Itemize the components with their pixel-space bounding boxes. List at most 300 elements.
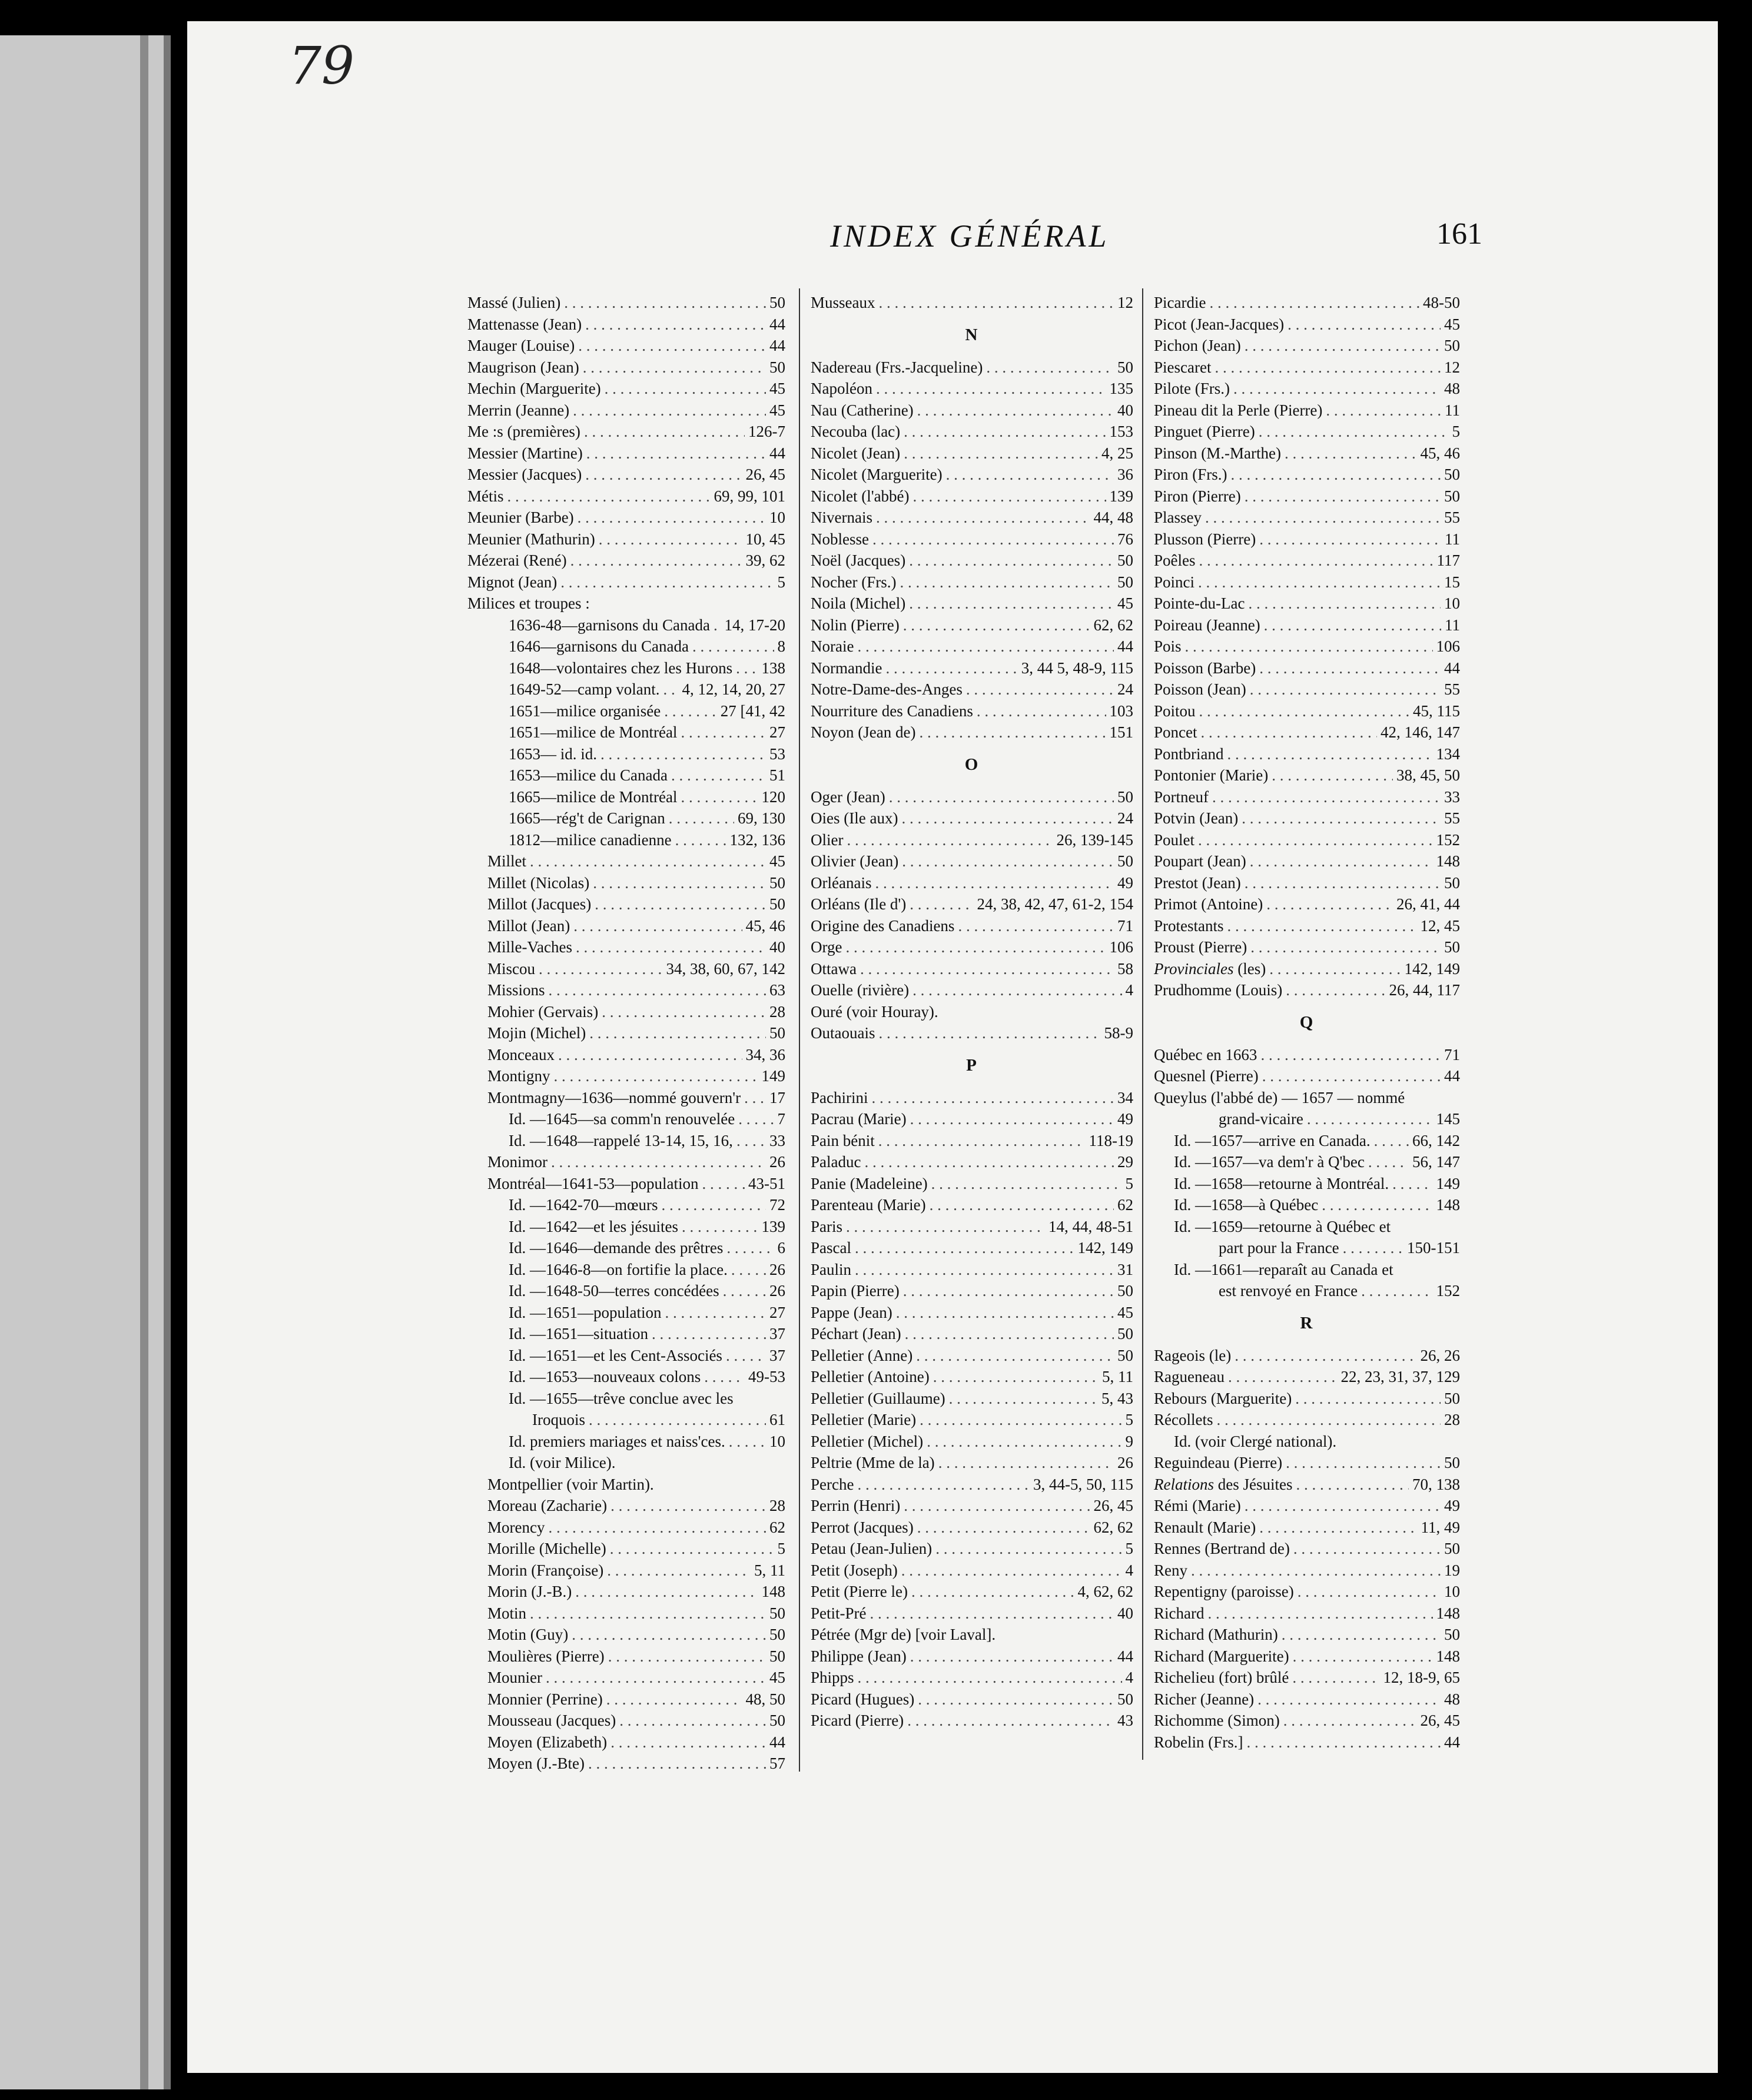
- leader-dots: [1215, 357, 1441, 378]
- entry-pages: 148: [761, 1583, 785, 1600]
- index-entry: [811, 1108, 1133, 1130]
- index-entry: [811, 700, 1133, 722]
- entry-pages: 49: [1117, 873, 1133, 892]
- entry-term: Pacrau (Marie): [811, 1110, 907, 1128]
- entry-term: Necouba (lac): [811, 423, 901, 440]
- leader-dots: [671, 765, 766, 786]
- entry-pages: 44: [769, 337, 785, 354]
- entry-pages: 24, 38, 42, 47, 61-2, 154: [977, 895, 1133, 913]
- leader-dots: [904, 1495, 1090, 1517]
- entry-term: Pois: [1154, 637, 1182, 655]
- index-entry: [467, 1646, 785, 1667]
- leader-dots: [876, 507, 1090, 529]
- entry-pages: 42, 146, 147: [1381, 723, 1460, 741]
- leader-dots: [1292, 1667, 1379, 1689]
- index-entry: [467, 1409, 785, 1431]
- entry-pages: 55: [1444, 509, 1460, 526]
- index-entry: [467, 1001, 785, 1023]
- entry-pages: 45: [769, 852, 785, 870]
- entry-pages: 44, 48: [1093, 509, 1133, 526]
- index-entry: [811, 1538, 1133, 1560]
- entry-term: Reguindeau (Pierre): [1154, 1454, 1283, 1471]
- entry-term: Pontonier (Marie): [1154, 766, 1269, 784]
- leader-dots: [878, 1130, 1086, 1152]
- entry-term: Mézerai (René): [467, 551, 567, 569]
- entry-term: Meunier (Mathurin): [467, 530, 595, 548]
- leader-dots: [692, 636, 774, 657]
- index-entry: [467, 571, 785, 593]
- leader-dots: [1191, 1560, 1441, 1581]
- entry-term: 1653—milice du Canada: [509, 766, 668, 784]
- leader-dots: [1286, 979, 1385, 1001]
- leader-dots: [1257, 1689, 1441, 1710]
- leader-dots: [901, 808, 1114, 829]
- entry-pages: 50: [769, 1604, 785, 1622]
- entry-term: Millet: [487, 852, 526, 870]
- entry-pages: 5: [1452, 423, 1460, 440]
- leader-dots: [860, 958, 1114, 980]
- entry-term: Richard (Marguerite): [1154, 1647, 1289, 1665]
- entry-term: Pascal: [811, 1239, 851, 1257]
- index-entry: [1154, 593, 1460, 614]
- leader-dots: [549, 979, 766, 1001]
- leader-dots: [554, 1065, 758, 1087]
- leader-dots: [1250, 679, 1441, 700]
- leader-dots: [610, 1495, 766, 1517]
- entry-term: Nicolet (Marguerite): [811, 466, 943, 483]
- entry-pages: 5: [1125, 1540, 1133, 1557]
- leader-dots: [1272, 765, 1393, 786]
- running-title: INDEX GÉNÉRAL: [830, 218, 1110, 254]
- index-entry: [467, 593, 785, 614]
- entry-term: Piescaret: [1154, 358, 1212, 376]
- entry-pages: 49: [1444, 1497, 1460, 1514]
- entry-pages: 45: [1117, 594, 1133, 612]
- leader-dots: [1227, 743, 1433, 765]
- entry-term: Prestot (Jean): [1154, 873, 1241, 892]
- index-entry: [467, 1474, 785, 1496]
- index-entry: [811, 1323, 1133, 1345]
- entry-pages: 45: [769, 401, 785, 419]
- entry-term: Primot (Antoine): [1154, 895, 1263, 913]
- entry-pages: 50: [1444, 873, 1460, 892]
- index-entry: [1154, 1710, 1460, 1732]
- entry-pages: 5: [777, 1540, 785, 1557]
- leader-dots: [619, 1710, 766, 1732]
- entry-pages: 142, 149: [1404, 959, 1460, 978]
- leader-dots: [558, 1044, 742, 1066]
- entry-pages: 4, 25: [1101, 444, 1133, 462]
- leader-dots: [608, 1646, 766, 1667]
- index-entry: [811, 357, 1133, 378]
- index-entry: [811, 292, 1133, 314]
- entry-pages: 50: [1117, 358, 1133, 376]
- entry-term: Petit-Pré: [811, 1604, 867, 1622]
- entry-pages: 149: [1436, 1174, 1460, 1192]
- leader-dots: [1293, 1646, 1433, 1667]
- leader-dots: [1227, 915, 1417, 937]
- entry-term: Id. —1657—arrive en Canada.: [1174, 1131, 1371, 1149]
- entry-pages: 148: [1436, 1647, 1460, 1665]
- entry-pages: 5: [1125, 1411, 1133, 1428]
- entry-term: Normandie: [811, 659, 882, 677]
- index-entry: [1154, 507, 1460, 529]
- leader-dots: [661, 1194, 766, 1216]
- index-entry: [1154, 1151, 1460, 1173]
- leader-dots: [879, 292, 1114, 314]
- leader-dots: [575, 1581, 758, 1603]
- index-entry: [1154, 357, 1460, 378]
- entry-pages: 50: [1117, 1325, 1133, 1343]
- leader-dots: [911, 1581, 1074, 1603]
- letter-heading: P: [966, 1055, 978, 1075]
- entry-term: 1665—rég't de Carignan: [509, 809, 665, 827]
- entry-term: Pontbriand: [1154, 745, 1224, 763]
- leader-dots: [977, 700, 1106, 722]
- entry-term: Picot (Jean-Jacques): [1154, 315, 1285, 333]
- index-entry: [1154, 1108, 1460, 1130]
- facing-page-edge: [0, 35, 171, 2089]
- entry-pages: 11: [1445, 530, 1460, 548]
- leader-dots: [551, 1151, 766, 1173]
- index-entry: [1154, 1517, 1460, 1539]
- entry-term: Oger (Jean): [811, 788, 885, 806]
- index-entry: [1154, 679, 1460, 700]
- entry-term: 1812—milice canadienne: [509, 830, 672, 849]
- entry-term: Ottawa: [811, 959, 857, 978]
- index-entry: [1154, 1087, 1460, 1109]
- leader-dots: [736, 657, 758, 679]
- index-entry: [467, 1302, 785, 1324]
- index-entry: [467, 1431, 785, 1453]
- entry-pages: 58-9: [1104, 1024, 1133, 1042]
- leader-dots: [723, 1280, 766, 1302]
- entry-pages: 26: [769, 1153, 785, 1171]
- entry-pages: 151: [1109, 723, 1133, 741]
- entry-term: Pinson (M.-Marthe): [1154, 444, 1281, 462]
- entry-pages: 50: [769, 358, 785, 376]
- index-entry: [467, 829, 785, 851]
- index-entry: [1154, 765, 1460, 786]
- leader-dots: [530, 1603, 766, 1624]
- entry-pages: 44: [1117, 1647, 1133, 1665]
- leader-dots: [927, 1431, 1121, 1453]
- index-entry: [811, 1259, 1133, 1281]
- entry-term: Montmagny—1636—nommé gouvern'r: [487, 1088, 741, 1107]
- entry-pages: 22, 23, 31, 37, 129: [1340, 1368, 1460, 1385]
- entry-term: Montréal—1641-53—population: [487, 1174, 699, 1192]
- index-entry: [811, 722, 1133, 743]
- entry-term: Id. (voir Clergé national).: [1174, 1432, 1337, 1450]
- entry-term: Nivernais: [811, 509, 872, 526]
- leader-dots: [909, 550, 1114, 571]
- leader-dots: [1198, 571, 1441, 593]
- entry-term: Origine des Canadiens: [811, 916, 955, 935]
- entry-term: Rennes (Bertrand de): [1154, 1540, 1290, 1557]
- leader-dots: [1212, 786, 1441, 808]
- leader-dots: [858, 1667, 1122, 1689]
- entry-pages: 44: [1117, 637, 1133, 655]
- entry-term: Portneuf: [1154, 788, 1209, 806]
- entry-term: Noyon (Jean de): [811, 723, 916, 741]
- entry-term: Paris: [811, 1217, 842, 1235]
- leader-dots: [729, 1431, 766, 1453]
- entry-pages: 34, 38, 60, 67, 142: [666, 959, 785, 978]
- leader-dots: [681, 786, 758, 808]
- entry-term: Philippe (Jean): [811, 1647, 907, 1665]
- entry-term: Millet (Nicolas): [487, 873, 590, 892]
- leader-dots: [605, 378, 766, 400]
- entry-pages: 66, 142: [1412, 1131, 1460, 1149]
- entry-term: Papin (Pierre): [811, 1282, 900, 1300]
- leader-dots: [578, 507, 766, 529]
- entry-term: Paulin: [811, 1260, 852, 1278]
- entry-pages: 62: [769, 1518, 785, 1536]
- entry-term: Me :s (premières): [467, 423, 580, 440]
- leader-dots: [595, 893, 766, 915]
- entry-pages: 26: [769, 1282, 785, 1300]
- entry-pages: 63: [769, 981, 785, 999]
- index-entry: [467, 1216, 785, 1238]
- letter-heading: Q: [1299, 1012, 1315, 1032]
- leader-dots: [857, 1474, 1030, 1496]
- leader-dots: [681, 722, 766, 743]
- index-entry: [1154, 464, 1460, 486]
- entry-pages: 28: [769, 1497, 785, 1514]
- entry-pages: 8: [777, 637, 785, 655]
- entry-pages: 44: [1444, 659, 1460, 677]
- letter-heading: R: [1300, 1313, 1314, 1333]
- entry-term: Provinciales (les): [1154, 959, 1266, 978]
- leader-dots: [907, 1710, 1114, 1732]
- index-entry: [467, 1560, 785, 1581]
- leader-dots: [1259, 657, 1441, 679]
- entry-pages: 17: [769, 1088, 785, 1107]
- leader-dots: [1298, 1581, 1441, 1603]
- entry-pages: 12, 18-9, 65: [1383, 1669, 1460, 1686]
- entry-term: Mojin (Michel): [487, 1024, 586, 1042]
- entry-pages: 5, 43: [1101, 1389, 1133, 1407]
- leader-dots: [949, 1388, 1098, 1410]
- index-entry: [467, 378, 785, 400]
- index-entry: [1154, 550, 1460, 571]
- entry-term: est renvoyé en France: [1219, 1282, 1358, 1300]
- entry-pages: 45, 46: [745, 916, 785, 935]
- index-entry: [811, 1130, 1133, 1152]
- entry-pages: 148: [1436, 1196, 1460, 1214]
- index-entry: [467, 335, 785, 357]
- index-entry: [467, 1087, 785, 1109]
- entry-term: Missions: [487, 981, 545, 999]
- index-entry: [811, 872, 1133, 894]
- entry-pages: 26: [769, 1260, 785, 1278]
- leader-dots: [573, 915, 742, 937]
- entry-pages: 4, 62, 62: [1077, 1583, 1133, 1600]
- entry-term: Relations des Jésuites: [1154, 1475, 1293, 1493]
- index-entry: [467, 507, 785, 529]
- entry-term: Pelletier (Antoine): [811, 1368, 930, 1385]
- entry-term: Mechin (Marguerite): [467, 380, 601, 397]
- entry-term: Id. —1655—trêve conclue avec les: [509, 1389, 734, 1407]
- entry-term: Id. —1648-50—terres concédées: [509, 1282, 719, 1300]
- leader-dots: [669, 808, 734, 829]
- entry-term: Id. premiers mariages et naiss'ces.: [509, 1432, 725, 1450]
- entry-pages: 138: [761, 659, 785, 677]
- index-entry: [1154, 1689, 1460, 1710]
- leader-dots: [589, 1409, 766, 1431]
- entry-term: Mattenasse (Jean): [467, 315, 582, 333]
- index-entry: [467, 529, 785, 550]
- entry-pages: 26, 45: [745, 466, 785, 483]
- index-entry: [467, 850, 785, 872]
- index-entry: [811, 1302, 1133, 1324]
- entry-pages: 14, 17-20: [724, 616, 785, 634]
- index-entry: [1154, 1237, 1460, 1259]
- index-entry: [1154, 936, 1460, 958]
- entry-pages: 50: [1117, 1282, 1133, 1300]
- leader-dots: [665, 1302, 766, 1324]
- entry-term: Mousseau (Jacques): [487, 1712, 616, 1729]
- index-entry: [811, 443, 1133, 464]
- leader-dots: [1259, 1517, 1417, 1539]
- entry-term: Prudhomme (Louis): [1154, 981, 1283, 999]
- leader-dots: [872, 529, 1114, 550]
- leader-dots: [726, 1237, 774, 1259]
- entry-term: Nocher (Frs.): [811, 573, 897, 591]
- entry-pages: 11: [1445, 401, 1460, 419]
- entry-term: Québec en 1663: [1154, 1045, 1257, 1064]
- entry-pages: 5: [777, 573, 785, 591]
- entry-term: Nourriture des Canadiens: [811, 702, 973, 720]
- index-entry: [467, 893, 785, 915]
- entry-pages: 3, 44-5, 50, 115: [1033, 1475, 1133, 1493]
- index-entry: [811, 1431, 1133, 1453]
- entry-pages: 135: [1109, 380, 1133, 397]
- entry-term: Perrot (Jacques): [811, 1518, 914, 1536]
- entry-pages: 43: [1117, 1712, 1133, 1729]
- leader-dots: [912, 979, 1121, 1001]
- leader-dots: [539, 958, 663, 980]
- entry-pages: 33: [1444, 788, 1460, 806]
- entry-term: Nicolet (l'abbé): [811, 487, 910, 505]
- entry-term: Pointe-du-Lac: [1154, 594, 1245, 612]
- index-entry: [811, 1603, 1133, 1624]
- entry-pages: 26, 44, 117: [1389, 981, 1460, 999]
- index-entry: [811, 378, 1133, 400]
- index-entry: [811, 507, 1133, 529]
- entry-pages: 50: [769, 294, 785, 311]
- index-entry: [467, 1022, 785, 1044]
- entry-term: Motin (Guy): [487, 1626, 569, 1643]
- entry-term: Pachirini: [811, 1088, 868, 1107]
- entry-term: Plassey: [1154, 509, 1202, 526]
- index-entry: [1154, 1474, 1460, 1496]
- entry-pages: 118-19: [1089, 1131, 1133, 1149]
- entry-pages: 24: [1117, 680, 1133, 698]
- entry-term: Picard (Hugues): [811, 1690, 915, 1708]
- index-entry: [467, 765, 785, 786]
- leader-dots: [600, 743, 766, 765]
- index-entry: [1154, 786, 1460, 808]
- leader-dots: [913, 486, 1106, 507]
- index-entry: [1154, 1581, 1460, 1603]
- index-entry: [1154, 872, 1460, 894]
- entry-pages: 36: [1117, 466, 1133, 483]
- entry-term: Quesnel (Pierre): [1154, 1067, 1259, 1085]
- page-crease: [140, 35, 148, 2089]
- leader-dots: [902, 850, 1114, 872]
- entry-term: Id. —1646—demande des prêtres: [509, 1239, 724, 1257]
- entry-pages: 50: [1117, 1690, 1133, 1708]
- leader-dots: [704, 1366, 745, 1388]
- leader-dots: [602, 1001, 766, 1023]
- leader-dots: [578, 335, 766, 357]
- entry-term: Renault (Marie): [1154, 1518, 1256, 1536]
- entry-term: Péchart (Jean): [811, 1325, 901, 1343]
- index-entry: [467, 958, 785, 980]
- index-entry: [467, 486, 785, 507]
- entry-term: Pelletier (Guillaume): [811, 1389, 945, 1407]
- index-entry: [467, 1366, 785, 1388]
- index-entry: [467, 872, 785, 894]
- index-entry: [1154, 1409, 1460, 1431]
- entry-pages: 72: [769, 1196, 785, 1214]
- index-entry: [467, 357, 785, 378]
- index-column-3: [1154, 292, 1460, 1753]
- index-entry: [467, 400, 785, 421]
- index-entry: [467, 1065, 785, 1087]
- entry-term: Parenteau (Marie): [811, 1196, 926, 1214]
- entry-term: Messier (Martine): [467, 444, 583, 462]
- entry-term: Pelletier (Marie): [811, 1411, 917, 1428]
- leader-dots: [726, 1345, 766, 1367]
- letter-heading: N: [965, 325, 979, 344]
- entry-term: 1665—milice de Montréal: [509, 788, 678, 806]
- entry-term: Picard (Pierre): [811, 1712, 904, 1729]
- entry-term: Id. —1661—reparaît au Canada et: [1174, 1260, 1393, 1278]
- leader-dots: [946, 464, 1114, 486]
- index-entry: [811, 893, 1133, 915]
- index-entry: [1154, 1280, 1460, 1302]
- entry-pages: 5, 11: [754, 1561, 785, 1579]
- entry-term: Picardie: [1154, 294, 1206, 311]
- index-entry: [811, 1581, 1133, 1603]
- entry-term: Poêles: [1154, 551, 1196, 569]
- leader-dots: [530, 850, 766, 872]
- entry-term: Millot (Jean): [487, 916, 570, 935]
- entry-pages: 5, 11: [1102, 1368, 1133, 1385]
- entry-pages: 69, 130: [738, 809, 785, 827]
- leader-dots: [935, 1538, 1121, 1560]
- leader-dots: [738, 1108, 774, 1130]
- leader-dots: [1250, 850, 1433, 872]
- index-entry: [811, 1624, 1133, 1646]
- index-entry: [811, 958, 1133, 980]
- leader-dots: [1343, 1237, 1403, 1259]
- entry-term: Notre-Dame-des-Anges: [811, 680, 963, 698]
- index-entry: [467, 1710, 785, 1732]
- entry-term: Id. —1651—situation: [509, 1325, 648, 1343]
- entry-term: Moreau (Zacharie): [487, 1497, 608, 1514]
- entry-term: Noraie: [811, 637, 854, 655]
- index-entry: [467, 1173, 785, 1195]
- index-entry: [467, 1624, 785, 1646]
- entry-pages: 50: [1444, 337, 1460, 354]
- entry-term: Moyen (J.-Bte): [487, 1755, 585, 1772]
- entry-pages: 44: [769, 1733, 785, 1751]
- entry-pages: 48-50: [1423, 294, 1460, 311]
- entry-pages: 49-53: [748, 1368, 785, 1385]
